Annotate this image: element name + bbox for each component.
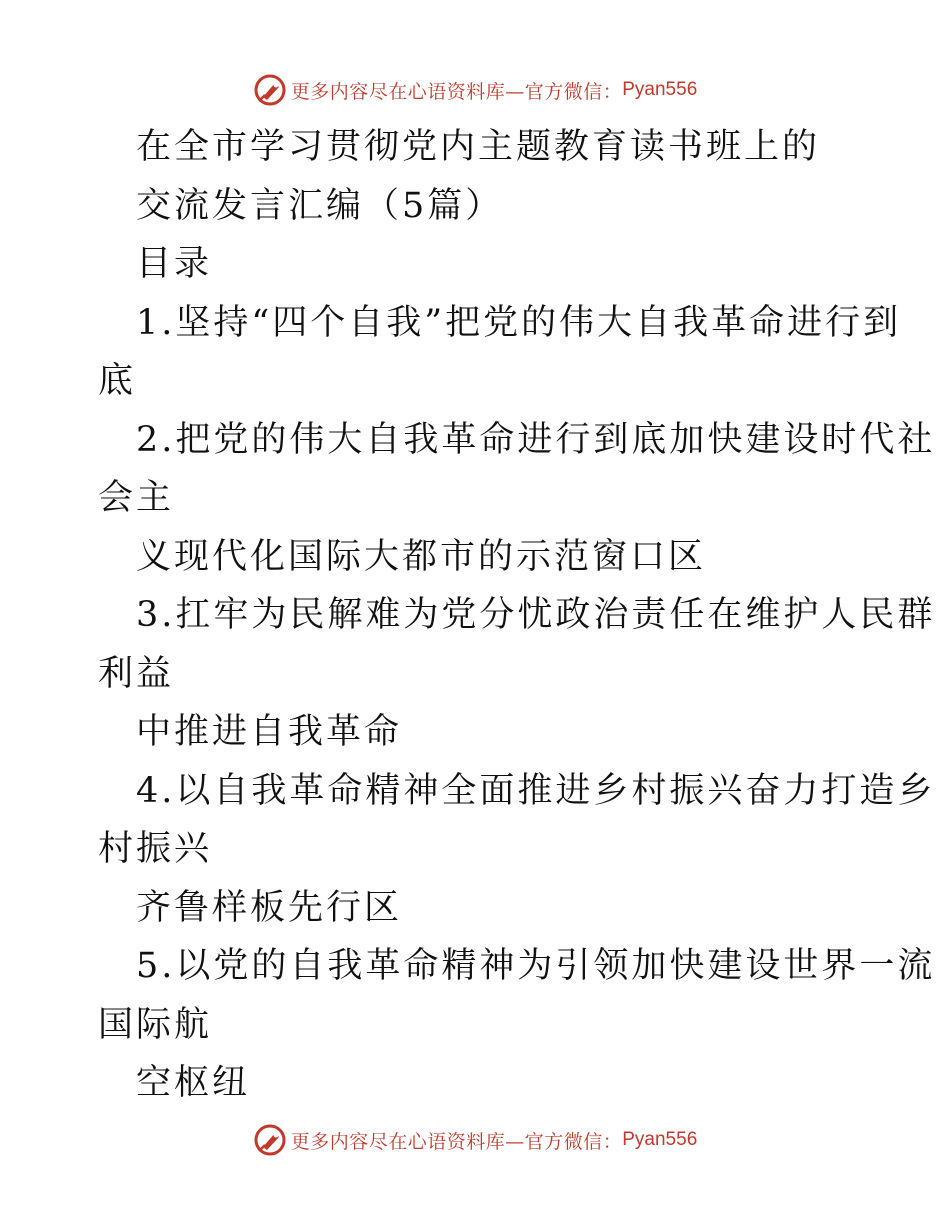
toc-heading: 目录 <box>136 244 213 284</box>
toc-item-4-line-2: 村振兴 <box>98 829 213 869</box>
document-title-line-1: 在全市学习贯彻党内主题教育读书班上的 <box>136 127 821 167</box>
toc-item-3-line-3: 中推进自我革命 <box>136 712 403 752</box>
toc-item-5-line-2: 国际航 <box>98 1004 213 1045</box>
header-banner-contact: Pyan556 <box>622 79 698 100</box>
footer-banner-text: 更多内容尽在心语资料库—官方微信： <box>290 1130 623 1153</box>
toc-item-1-line-2: 底 <box>98 361 137 401</box>
header-banner-text: 更多内容尽在心语资料库—官方微信： <box>290 80 623 103</box>
pen-nib-logo-icon <box>253 1123 287 1157</box>
toc-item-2-line-1: 2.把党的伟大自我革命进行到底加快建设时代社 <box>136 419 936 460</box>
pen-nib-logo-icon <box>253 73 287 107</box>
toc-item-4-line-1: 4.以自我革命精神全面推进乡村振兴奋力打造乡 <box>136 770 936 811</box>
footer-banner-contact: Pyan556 <box>622 1129 698 1150</box>
toc-item-5-line-3: 空枢纽 <box>136 1063 251 1103</box>
toc-item-2-line-3: 义现代化国际大都市的示范窗口区 <box>136 536 707 577</box>
toc-item-3-line-1: 3.扛牢为民解难为党分忧政治责任在维护人民群 <box>136 595 936 635</box>
footer-banner <box>0 1120 950 1160</box>
toc-item-1-line-1: 1.坚持“四个自我”把党的伟大自我革命进行到 <box>136 302 902 343</box>
document-title-line-2: 交流发言汇编（5篇） <box>136 185 504 226</box>
toc-item-2-line-2: 会主 <box>98 478 175 518</box>
document-body <box>98 118 936 1113</box>
toc-item-5-line-1: 5.以党的自我革命精神为引领加快建设世界一流 <box>136 946 936 986</box>
toc-item-4-line-3: 齐鲁样板先行区 <box>136 887 403 928</box>
header-banner <box>0 70 950 110</box>
toc-item-3-line-2: 利益 <box>98 653 175 694</box>
